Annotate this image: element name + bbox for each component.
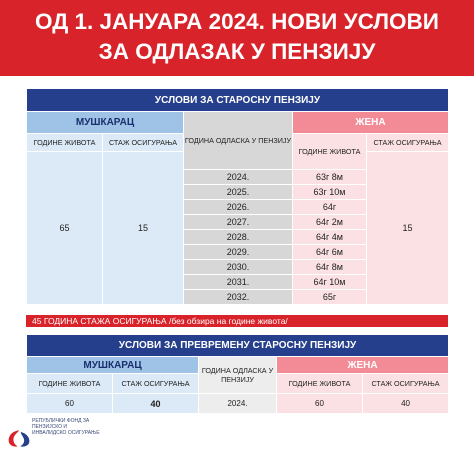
early-men-header: МУШКАРАЦ [27,357,199,374]
old-age-footnote: 45 ГОДИНА СТАЖА ОСИГУРАЊА /без обзира на године живота/ [26,315,448,327]
old-age-men-age: 65 [27,152,103,305]
early-women-service-label: СТАЖ ОСИГУРАЊА [363,374,449,394]
old-age-year-header: ГОДИНА ОДЛАСКА У ПЕНЗИЈУ [184,112,293,170]
old-age-women-age: 64г 10м [293,275,367,290]
header-banner [0,0,474,76]
old-age-pension-table [26,88,449,305]
early-women-service: 40 [363,394,449,414]
old-age-women-age: 64г 2м [293,215,367,230]
pio-fund-logo-icon [4,418,34,458]
early-women-age-label: ГОДИНЕ ЖИВОТА [277,374,363,394]
old-age-men-header: МУШКАРАЦ [27,112,184,134]
old-age-title: УСЛОВИ ЗА СТАРОСНУ ПЕНЗИЈУ [27,89,449,112]
old-age-women-header: ЖЕНА [293,112,449,134]
old-age-women-age: 63г 10м [293,185,367,200]
old-age-women-service-label: СТАЖ ОСИГУРАЊА [367,134,449,152]
old-age-year: 2024. [184,170,293,185]
early-women-header: ЖЕНА [277,357,449,374]
old-age-women-age: 65г [293,290,367,305]
old-age-year: 2031. [184,275,293,290]
old-age-men-age-label: ГОДИНЕ ЖИВОТА [27,134,103,152]
old-age-men-service-label: СТАЖ ОСИГУРАЊА [103,134,184,152]
old-age-women-age: 64г 6м [293,245,367,260]
pio-fund-logo-text: РЕПУБЛИЧКИ ФОНД ЗА ПЕНЗИЈСКО И ИНВАЛИДСКО ОСИГУРАЊЕ [32,418,100,437]
old-age-women-age: 64г 4м [293,230,367,245]
old-age-year: 2029. [184,245,293,260]
old-age-women-age-label: ГОДИНЕ ЖИВОТА [293,134,367,170]
early-women-age: 60 [277,394,363,414]
old-age-women-age: 63г 8м [293,170,367,185]
early-men-service-label: СТАЖ ОСИГУРАЊА [113,374,199,394]
header-line-1: ОД 1. ЈАНУАРА 2024. НОВИ УСЛОВИ [35,9,439,34]
early-men-service: 40 [113,394,199,414]
old-age-year: 2028. [184,230,293,245]
header-line-2: ЗА ОДЛАЗАК У ПЕНЗИЈУ [98,39,376,64]
old-age-year: 2032. [184,290,293,305]
early-title: УСЛОВИ ЗА ПРЕВРЕМЕНУ СТАРОСНУ ПЕНЗИЈУ [27,335,449,357]
old-age-year: 2027. [184,215,293,230]
old-age-women-age: 64г 8м [293,260,367,275]
old-age-year: 2030. [184,260,293,275]
old-age-men-service: 15 [103,152,184,305]
old-age-year: 2025. [184,185,293,200]
early-year: 2024. [199,394,277,414]
early-men-age: 60 [27,394,113,414]
old-age-year: 2026. [184,200,293,215]
early-year-header: ГОДИНА ОДЛАСКА У ПЕНЗИЈУ [199,357,277,394]
early-men-age-label: ГОДИНЕ ЖИВОТА [27,374,113,394]
old-age-women-age: 64г [293,200,367,215]
old-age-women-service: 15 [367,152,449,305]
early-pension-table [26,334,449,414]
